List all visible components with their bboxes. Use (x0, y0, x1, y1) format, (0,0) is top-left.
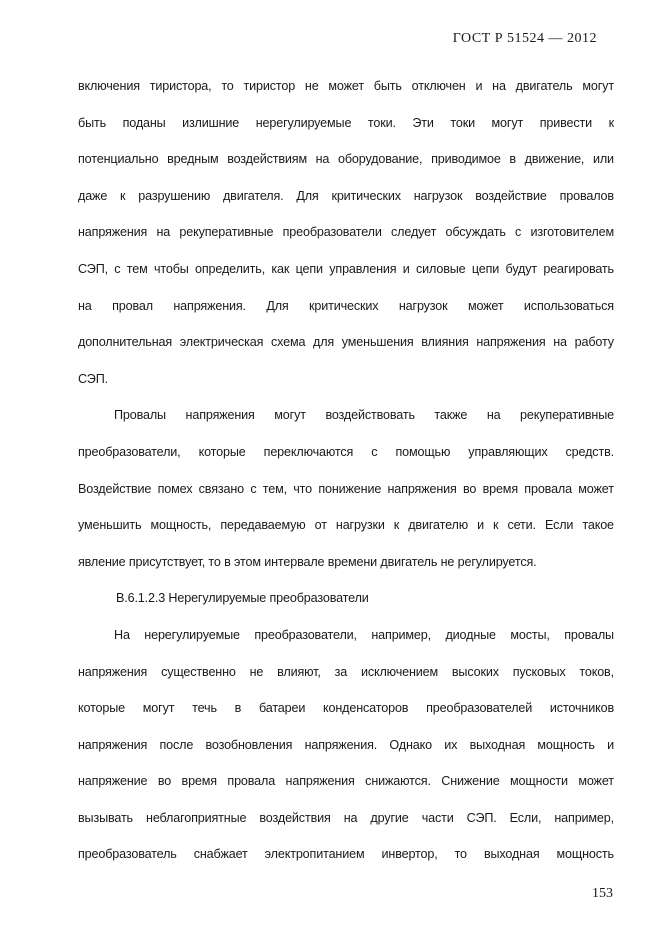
word: критических (331, 188, 401, 203)
word: на (486, 408, 501, 423)
text-line (78, 260, 614, 297)
word: и (475, 79, 483, 93)
word: и (607, 737, 614, 752)
word: сети. (507, 518, 536, 533)
word: Воздействие (78, 481, 152, 496)
word: будут (505, 261, 538, 276)
word: управления (329, 261, 397, 276)
word: определить, (195, 261, 266, 276)
word: провалов (559, 188, 614, 203)
word: воздействовать (325, 408, 415, 423)
word: поданы (122, 115, 166, 130)
word: к (120, 188, 126, 203)
section-heading: В.6.1.2.3 Нерегулируемые преобразователи (116, 591, 369, 606)
word: могут (582, 79, 614, 93)
word: снижаются. (365, 774, 431, 789)
word: использоваться (523, 298, 614, 313)
word: работу (574, 335, 614, 350)
text-line (78, 333, 614, 370)
word: разрушению (138, 188, 211, 203)
word: переключаются (263, 444, 354, 459)
word: мощность (556, 847, 614, 862)
word: провала (227, 774, 276, 789)
word: цепи (471, 261, 500, 276)
word: электрическая (179, 335, 264, 350)
word: связано (198, 481, 245, 496)
word: Для (266, 298, 289, 313)
word: следует (391, 225, 437, 240)
word: токи. (367, 115, 396, 130)
word: дополнительная (78, 335, 173, 350)
word: чтобы (153, 261, 189, 276)
word: исключением (360, 664, 439, 679)
word: что (293, 481, 313, 496)
word: мощность (537, 737, 595, 752)
word: реагировать (543, 261, 614, 276)
word: провалы (564, 627, 614, 642)
word: может (578, 481, 614, 496)
word: влияния (421, 335, 469, 350)
word: на (315, 152, 330, 167)
word: нерегулируемые (144, 627, 240, 642)
text-line (78, 699, 614, 736)
word: тем (126, 261, 148, 276)
word: двигатель (515, 79, 573, 93)
word: напряжения (78, 225, 148, 240)
word: на (343, 810, 358, 825)
word: напряжения. (173, 298, 246, 313)
word: после (159, 737, 194, 752)
word: изготовителем (530, 225, 614, 240)
word: даже (78, 188, 108, 203)
word: то (454, 847, 467, 862)
word: могут (491, 115, 524, 130)
word: цепи (295, 261, 323, 276)
word: включения (78, 79, 140, 93)
word: мощности (510, 774, 568, 789)
word: средств. (565, 444, 614, 459)
word: могут (274, 408, 306, 423)
word: к (393, 518, 400, 533)
word: нагрузки (335, 518, 385, 533)
word: выходная (469, 737, 526, 752)
word: привести (539, 115, 593, 130)
word: понижение (318, 481, 382, 496)
text-line (78, 516, 614, 553)
word: нагрузок (398, 298, 448, 313)
word: токи (450, 115, 475, 130)
word: На (114, 627, 130, 642)
word: помощью (395, 444, 451, 459)
word: воздействие (475, 188, 547, 203)
word: вызывать (78, 810, 133, 825)
word: тиристора, (149, 79, 212, 93)
word: неблагоприятные (146, 810, 247, 825)
text-line (78, 626, 614, 663)
word: могут (142, 701, 175, 716)
word: Провалы (114, 408, 166, 423)
word: Если, (509, 810, 542, 825)
word: как (271, 261, 290, 276)
text-line (78, 736, 614, 773)
word: и (477, 518, 484, 533)
word: которые (198, 444, 246, 459)
word: течь (192, 701, 217, 716)
word: рекуперативные (520, 408, 614, 423)
word: преобразователь (78, 847, 177, 862)
word: рекуперативные (179, 225, 274, 240)
word: время (482, 481, 518, 496)
word: или (592, 152, 614, 167)
word: влияют, (277, 664, 321, 679)
word: обсуждать (445, 225, 506, 240)
word: уменьшить (78, 518, 142, 533)
word: схема (270, 335, 306, 350)
word: управляющих (468, 444, 548, 459)
word: пусковых (512, 664, 566, 679)
word: инвертор, (381, 847, 438, 862)
word: нагрузок (413, 188, 463, 203)
word: электропитанием (264, 847, 365, 862)
word: движение, (524, 152, 585, 167)
word: в (509, 152, 516, 167)
page-number: 153 (592, 886, 613, 901)
text-line (78, 223, 614, 260)
word: такое (582, 518, 614, 533)
word: во (157, 774, 172, 789)
word: батареи (258, 701, 306, 716)
text-line (78, 406, 614, 443)
word: возобновления (205, 737, 293, 752)
word: может (578, 774, 614, 789)
word: на (78, 298, 92, 313)
word: мощность, (150, 518, 212, 533)
word: двигателя. (222, 188, 284, 203)
word: диодные (445, 627, 496, 642)
text-line: СЭП. (78, 371, 108, 386)
word: помех (157, 481, 193, 496)
word: преобразователи (282, 225, 382, 240)
word: например, (554, 810, 614, 825)
word: СЭП. (466, 810, 497, 825)
word: за (334, 664, 348, 679)
word: тиристор (243, 79, 296, 93)
word: также (434, 408, 468, 423)
text-line (78, 663, 614, 700)
word: например, (371, 627, 431, 642)
word: провала (524, 481, 572, 496)
word: от (314, 518, 327, 533)
word: напряжения (476, 335, 546, 350)
text-line (78, 772, 614, 809)
word: источников (549, 701, 614, 716)
word: конденсаторов (323, 701, 409, 716)
word: преобразователи, (254, 627, 357, 642)
text-line (78, 297, 614, 334)
word: силовые (416, 261, 466, 276)
text-line (78, 809, 614, 846)
text-line (78, 845, 614, 882)
word: провал (112, 298, 153, 313)
word: токов, (579, 664, 614, 679)
word: которые (78, 701, 126, 716)
word: выходная (483, 847, 540, 862)
text-line (78, 187, 614, 224)
word: и (402, 261, 410, 276)
word: напряжения (185, 408, 255, 423)
word: может (467, 298, 504, 313)
word: напряжение (78, 774, 148, 789)
word: нерегулируемые (255, 115, 352, 130)
word: то (221, 79, 234, 93)
word: передаваемую (220, 518, 306, 533)
word: Однако (389, 737, 432, 752)
text-line: явление присутствует, то в этом интервале времени двигатель не регулируется. (78, 554, 537, 569)
word: к (608, 115, 614, 130)
word: существенно (161, 664, 236, 679)
word: мосты, (510, 627, 550, 642)
word: с (114, 261, 121, 276)
word: на (492, 79, 506, 93)
body-text (78, 77, 614, 882)
text-line (78, 114, 614, 151)
text-line (78, 150, 614, 187)
word: излишние (182, 115, 240, 130)
word: с (515, 225, 522, 240)
word: Для (296, 188, 319, 203)
word: Снижение (441, 774, 500, 789)
word: части (421, 810, 454, 825)
word: воздействиям (227, 152, 307, 167)
word: быть (373, 79, 402, 93)
word: высоких (451, 664, 499, 679)
text-line (78, 443, 614, 480)
word: не (249, 664, 264, 679)
word: быть (78, 115, 106, 130)
word: напряжения. (304, 737, 378, 752)
word: может (328, 79, 364, 93)
word: напряжения (78, 737, 148, 752)
word: с (371, 444, 378, 459)
word: уменьшения (341, 335, 414, 350)
word: Эти (412, 115, 434, 130)
word: во (463, 481, 477, 496)
text-line (78, 480, 614, 517)
word: их (444, 737, 458, 752)
word: время (181, 774, 217, 789)
word: на (156, 225, 171, 240)
word: для (313, 335, 335, 350)
word: другие (370, 810, 409, 825)
text-line (78, 77, 614, 114)
word: оборудование, (337, 152, 423, 167)
word: СЭП, (78, 261, 108, 276)
word: напряжения (285, 774, 355, 789)
word: к (493, 518, 499, 533)
word: в (234, 701, 242, 716)
word: потенциально (78, 152, 159, 167)
word: преобразователей (426, 701, 533, 716)
word: вредным (167, 152, 219, 167)
word: на (553, 335, 567, 350)
word: не (304, 79, 319, 93)
word: двигателю (408, 518, 469, 533)
word: напряжения (78, 664, 148, 679)
word: отключен (411, 79, 466, 93)
word: тем, (262, 481, 287, 496)
word: приводимое (431, 152, 501, 167)
word: Если (544, 518, 574, 533)
document-header: ГОСТ Р 51524 — 2012 (452, 31, 597, 46)
word: воздействия (259, 810, 331, 825)
word: критических (309, 298, 379, 313)
word: с (250, 481, 257, 496)
word: преобразователи, (78, 444, 181, 459)
word: напряжения (387, 481, 457, 496)
word: снабжает (193, 847, 248, 862)
